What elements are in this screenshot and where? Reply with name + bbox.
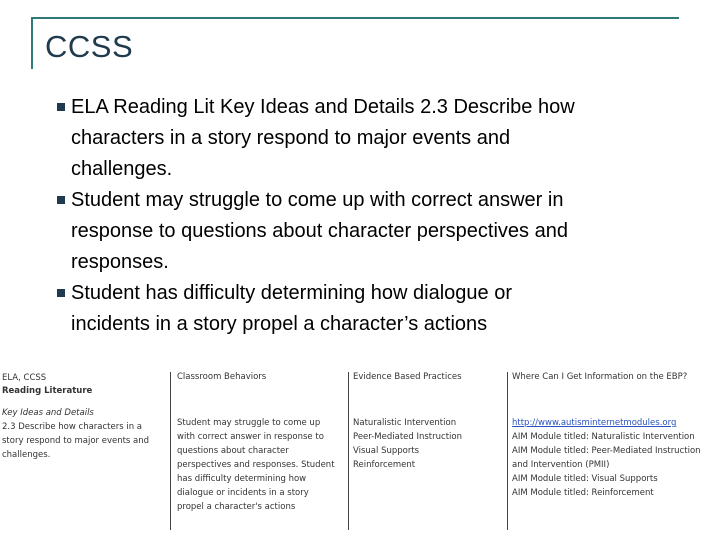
bullet-item (52, 278, 692, 340)
column-text-line: propel a character's actions (177, 502, 296, 512)
column-text-line: Visual Supports (353, 446, 420, 456)
column-header: Evidence Based Practices (353, 372, 462, 382)
column-text-line: AIM Module titled: Peer-Mediated Instruction (512, 446, 701, 456)
behaviors-column (177, 372, 345, 532)
practices-column (353, 372, 505, 532)
ebp-table-image (0, 372, 720, 540)
column-divider (170, 372, 171, 530)
column-text-line: AIM Module titled: Reinforcement (512, 488, 654, 498)
column-text-line: questions about character (177, 446, 289, 456)
column-text-line: Student may struggle to come up (177, 418, 321, 428)
bullet-line: responses. (71, 251, 169, 273)
bullet-item (52, 185, 692, 278)
column-divider (507, 372, 508, 530)
column-text-line: dialogue or incidents in a story (177, 488, 309, 498)
standards-column (2, 372, 167, 532)
bullet-list (52, 92, 692, 340)
column-text-line: Peer-Mediated Instruction (353, 432, 462, 442)
bullet-line: Student has difficulty determining how dialogue or (71, 282, 513, 304)
bullet-square-icon (57, 289, 65, 297)
column-subheader: Reading Literature (2, 386, 93, 396)
column-text-line: and Intervention (PMII) (512, 460, 610, 470)
column-text-line: story respond to major events and (2, 436, 150, 446)
column-text-line: perspectives and responses. Student (177, 460, 335, 470)
column-text-line: Reinforcement (353, 460, 416, 470)
resources-column (512, 372, 718, 532)
resource-link[interactable]: http://www.autisminternetmodules.org (512, 418, 677, 428)
column-text-line: with correct answer in response to (177, 432, 324, 442)
bullet-line: challenges. (71, 158, 173, 180)
column-text-line: Naturalistic Intervention (353, 418, 457, 428)
section-label: Key Ideas and Details (2, 408, 94, 418)
slide-title: CCSS (45, 29, 134, 64)
bullet-square-icon (57, 103, 65, 111)
bullet-line: incidents in a story propel a character’s actions (71, 313, 488, 335)
column-text-line: has difficulty determining how (177, 474, 307, 484)
bullet-line: response to questions about character perspectives and (71, 220, 568, 242)
bullet-line: ELA Reading Lit Key Ideas and Details 2.3 Describe how (71, 96, 575, 118)
column-header: Where Can I Get Information on the EBP? (512, 372, 688, 382)
column-text-line: AIM Module titled: Naturalistic Intervention (512, 432, 695, 442)
column-header: Classroom Behaviors (177, 372, 267, 382)
column-divider (348, 372, 349, 530)
bullet-line: Student may struggle to come up with correct answer in (71, 189, 564, 211)
column-header: ELA, CCSS (2, 373, 47, 383)
bullet-line: characters in a story respond to major events and (71, 127, 511, 149)
column-text-line: challenges. (2, 450, 51, 460)
column-text-line: 2.3 Describe how characters in a (2, 422, 143, 432)
bullet-item (52, 92, 692, 185)
bullet-square-icon (57, 196, 65, 204)
column-text-line: AIM Module titled: Visual Supports (512, 474, 658, 484)
